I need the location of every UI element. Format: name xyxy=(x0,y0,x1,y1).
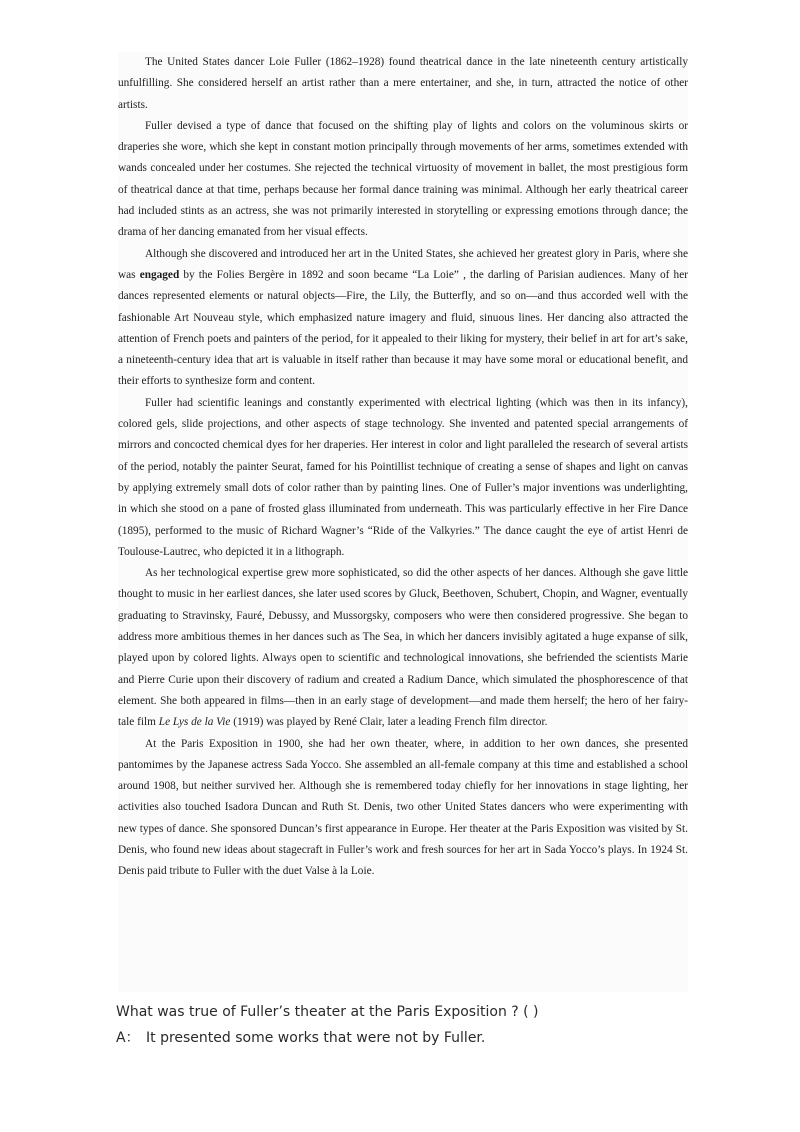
question-text: What was true of Fuller’s theater at the Paris Exposition ? ( ) xyxy=(116,1004,539,1020)
paragraph-5-start: As her technological expertise grew more sophisticated, so did the other aspects of her dances. Although she gave little thought to music in her earliest dances, she later used scores by Gluck, Beethoven, Schubert, Chopin, and Wagner, eventually graduating to Stravinsky, Fauré, Debussy, and Mussorgsky, composers who were then considered progressive. She began to address more ambitious themes in her dances such as The Sea, in which her dancers invisibly agitated a huge expanse of silk, played upon by colored lights. Always open to scientific and technological innovations, she befriended the scientists Marie and Pierre Curie upon their discovery of radium and created a Radium Dance, which simulated the phosphorescence of that element. She both appeared in films—then in an early stage of development—and made them herself; the hero of her fairy-tale film xyxy=(118,567,688,729)
paragraph-2: Fuller devised a type of dance that focused on the shifting play of lights and colors on the voluminous skirts or draperies she wore, which she kept in constant motion principally through movements of her arms, sometimes extended with wands concealed under her costumes. She rejected the technical virtuosity of movement in ballet, the most prestigious form of theatrical dance at that time, perhaps because her formal dance training was minimal. Although her early theatrical career had included stints as an actress, she was not primarily interested in storytelling or expressing emotions through dance; the drama of her dancing emanated from her visual effects. xyxy=(118,119,688,239)
paragraph-3-rest: by the Folies Bergère in 1892 and soon became “La Loie” , the darling of Parisian audiences. Many of her dances represented elements or natural objects—Fire, the Lily, the Butterfly, and so on—and thus accorded well with the fashionable Art Nouveau style, which emphasized nature imagery and fluid, sinuous lines. Her dancing also attracted the attention of French poets and painters of the period, for it appealed to their liking for mystery, their belief in art for art’s sake, a nineteenth-century idea that art is valuable in itself rather than because it may have some moral or educational benefit, and their efforts to synthesize form and content. xyxy=(118,268,688,388)
paragraph-1: The United States dancer Loie Fuller (1862–1928) found theatrical dance in the late nineteenth century artistically unfulfilling. She considered herself an artist rather than a mere entertainer, and she, in turn, attracted the notice of other artists. xyxy=(118,56,688,111)
paragraph-5 xyxy=(118,563,688,733)
paragraph-3 xyxy=(118,244,688,393)
paragraph-4: Fuller had scientific leanings and constantly experimented with electrical lighting (which was then in its infancy), colored gels, slide projections, and other aspects of stage technology. She invented and patented special arrangements of mirrors and concocted chemical dyes for her draperies. Her interest in color and light paralleled the research of several artists of the period, notably the painter Seurat, famed for his Pointillist technique of creating a sense of shapes and light on canvas by applying extremely small dots of color rather than by painting lines. One of Fuller’s major inventions was underlighting, in which she stood on a pane of frosted glass illuminated from underneath. This was particularly effective in her Fire Dance (1895), performed to the music of Richard Wagner’s “Ride of the Valkyries.” The dance caught the eye of artist Henri de Toulouse-Lautrec, who depicted it in a lithograph. xyxy=(118,396,688,558)
reading-passage xyxy=(118,52,688,883)
option-letter-a: A： xyxy=(116,1030,140,1046)
option-a-text: It presented some works that were not by Fuller. xyxy=(146,1030,486,1046)
film-title: Le Lys de la Vie xyxy=(158,716,231,729)
scanned-passage-image xyxy=(118,52,688,992)
answer-option-a[interactable] xyxy=(116,1027,736,1053)
question-block xyxy=(116,1001,736,1053)
paragraph-5-rest: (1919) was played by René Clair, later a leading French film director. xyxy=(230,716,548,729)
paragraph-6: At the Paris Exposition in 1900, she had her own theater, where, in addition to her own dances, she presented pantomimes by the Japanese actress Sada Yocco. She assembled an all-female company at this time and established a school around 1908, but neither survived her. Although she is remembered today chiefly for her innovations in stage lighting, her activities also touched Isadora Duncan and Ruth St. Denis, two other United States dancers who were experimenting with new types of dance. She sponsored Duncan’s first appearance in Europe. Her theater at the Paris Exposition was visited by St. Denis, who found new ideas about stagecraft in Fuller’s work and fresh sources for her art in Sada Yocco’s plays. In 1924 St. Denis paid tribute to Fuller with the duet Valse à la Loie. xyxy=(118,737,688,878)
paragraph-3-start: Although she discovered and introduced her art in the United States, she achieved her greatest glory in Paris, where she was xyxy=(118,247,688,281)
paragraph-3-bold-word: engaged xyxy=(139,268,180,281)
